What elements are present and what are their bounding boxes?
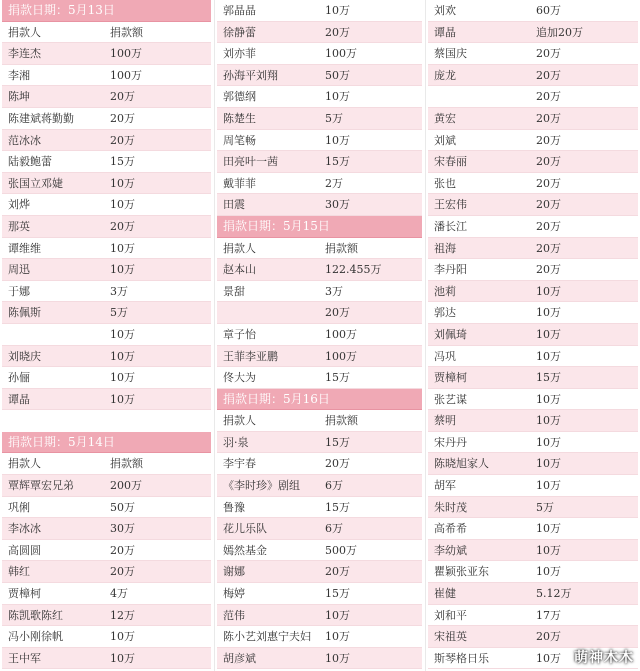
donation-amount: 30万 xyxy=(325,198,350,212)
table-row xyxy=(217,65,422,87)
table-row xyxy=(428,65,638,87)
donor-name: 章子怡 xyxy=(223,327,256,341)
table-row xyxy=(428,475,638,497)
table-row xyxy=(428,346,638,368)
donation-amount: 10万 xyxy=(536,435,561,449)
donation-amount: 10万 xyxy=(110,630,135,644)
donation-amount: 20万 xyxy=(325,565,350,579)
donation-amount: 12万 xyxy=(110,608,135,622)
table-row xyxy=(2,302,211,324)
donation-amount: 20万 xyxy=(325,306,350,320)
donation-amount: 20万 xyxy=(536,241,561,255)
donation-amount: 20万 xyxy=(325,25,350,39)
donor-name: 花儿乐队 xyxy=(223,522,267,536)
donor-name: 刘亦菲 xyxy=(223,47,256,61)
donation-amount: 20万 xyxy=(536,630,561,644)
table-row xyxy=(428,583,638,605)
donation-amount: 10万 xyxy=(536,306,561,320)
donor-name: 蔡明 xyxy=(434,414,456,428)
donation-amount: 15万 xyxy=(325,435,350,449)
donor-name: 陆毅鲍蕾 xyxy=(8,155,52,169)
donation-amount: 20万 xyxy=(110,133,135,147)
table-row xyxy=(428,259,638,281)
donation-column-middle xyxy=(217,0,422,669)
table-row xyxy=(428,389,638,411)
date-label: 捐款日期：5月14日 xyxy=(8,434,115,449)
table-row xyxy=(2,86,211,108)
donation-amount: 10万 xyxy=(536,327,561,341)
donor-name: 郭德纲 xyxy=(223,90,256,104)
donor-name: 陈楚生 xyxy=(223,111,256,125)
donor-name: 李丹阳 xyxy=(434,263,467,277)
donor-name: 王宏伟 xyxy=(434,198,467,212)
table-row xyxy=(428,518,638,540)
table-row xyxy=(2,238,211,260)
donor-name: 崔健 xyxy=(434,587,456,601)
table-row xyxy=(428,0,638,22)
donor-name: 那英 xyxy=(8,219,30,233)
donation-amount: 20万 xyxy=(536,90,561,104)
table-row xyxy=(217,518,422,540)
donation-amount: 50万 xyxy=(325,68,350,82)
donation-amount: 60万 xyxy=(536,4,561,17)
donation-amount: 20万 xyxy=(536,155,561,169)
donation-amount: 10万 xyxy=(110,349,135,363)
column-divider xyxy=(214,0,215,671)
donor-name: 李冰冰 xyxy=(8,522,41,536)
donor-name: 池莉 xyxy=(434,284,456,298)
donor-name: 赵本山 xyxy=(223,263,256,277)
table-row xyxy=(2,475,211,497)
date-header xyxy=(217,216,422,238)
donation-amount: 10万 xyxy=(536,543,561,557)
donation-amount: 20万 xyxy=(536,111,561,125)
table-row xyxy=(217,281,422,303)
donation-amount: 10万 xyxy=(110,392,135,406)
date-header xyxy=(217,389,422,411)
donation-amount: 15万 xyxy=(325,371,350,385)
table-row xyxy=(217,173,422,195)
amount-column-header: 捐款额 xyxy=(110,457,143,471)
table-row xyxy=(428,453,638,475)
donor-name: 田震 xyxy=(223,198,245,212)
table-row xyxy=(217,194,422,216)
donor-name: 谭晶 xyxy=(434,25,456,39)
table-row xyxy=(2,346,211,368)
donor-column-header: 捐款人 xyxy=(223,241,256,255)
table-row xyxy=(2,583,211,605)
donor-name: 刘和平 xyxy=(434,608,467,622)
donor-column-header: 捐款人 xyxy=(8,25,41,39)
table-row xyxy=(428,324,638,346)
amount-column-header: 捐款额 xyxy=(110,25,143,39)
table-row xyxy=(217,346,422,368)
donation-amount: 6万 xyxy=(325,522,343,536)
donation-amount: 5万 xyxy=(536,500,554,514)
donation-amount: 20万 xyxy=(536,68,561,82)
table-row xyxy=(428,216,638,238)
donor-name: 田亮叶一茜 xyxy=(223,155,278,169)
donation-amount: 10万 xyxy=(536,349,561,363)
table-row xyxy=(428,432,638,454)
donor-name: 戴菲菲 xyxy=(223,176,256,190)
donation-amount: 10万 xyxy=(536,392,561,406)
donation-amount: 6万 xyxy=(325,479,343,493)
donor-name: 刘欢 xyxy=(434,4,456,17)
table-row xyxy=(2,130,211,152)
table-row xyxy=(2,65,211,87)
donation-amount: 20万 xyxy=(536,176,561,190)
donor-name: 陈晓旭家人 xyxy=(434,457,489,471)
donor-name: 《李时珍》剧组 xyxy=(223,479,300,493)
donor-name: 陈佩斯 xyxy=(8,306,41,320)
donor-name: 宋春丽 xyxy=(434,155,467,169)
table-row xyxy=(217,453,422,475)
donation-amount: 4万 xyxy=(110,587,128,601)
donation-amount: 10万 xyxy=(325,608,350,622)
donation-amount: 20万 xyxy=(536,219,561,233)
donor-name: 蔡国庆 xyxy=(434,47,467,61)
table-header-row xyxy=(217,238,422,260)
donation-column-right xyxy=(428,0,638,669)
donor-name: 张也 xyxy=(434,176,456,190)
table-row xyxy=(428,540,638,562)
donor-column-header: 捐款人 xyxy=(223,414,256,428)
date-label: 捐款日期：5月15日 xyxy=(223,218,330,233)
donor-name: 李湘 xyxy=(8,68,30,82)
table-row xyxy=(217,259,422,281)
donor-name: 巩俐 xyxy=(8,500,30,514)
donation-amount: 10万 xyxy=(325,630,350,644)
donation-amount: 50万 xyxy=(110,500,135,514)
table-row xyxy=(428,626,638,648)
table-row xyxy=(217,626,422,648)
donor-name: 徐静蕾 xyxy=(223,25,256,39)
donor-name: 周迅 xyxy=(8,263,30,277)
donation-amount: 10万 xyxy=(325,651,350,665)
donor-name: 谭晶 xyxy=(8,392,30,406)
donor-name: 贾樟柯 xyxy=(434,371,467,385)
donation-amount: 10万 xyxy=(325,4,350,17)
table-row xyxy=(2,389,211,411)
donation-amount: 10万 xyxy=(325,90,350,104)
amount-column-header: 捐款额 xyxy=(325,241,358,255)
table-row xyxy=(428,561,638,583)
table-row xyxy=(428,86,638,108)
donation-amount: 10万 xyxy=(110,176,135,190)
table-row xyxy=(2,605,211,627)
donor-name: 李宇春 xyxy=(223,457,256,471)
donation-amount: 20万 xyxy=(110,543,135,557)
donor-name: 高圆圆 xyxy=(8,543,41,557)
donor-name: 郭晶晶 xyxy=(223,4,256,17)
donation-amount: 15万 xyxy=(325,587,350,601)
donor-name: 刘烨 xyxy=(8,198,30,212)
donation-amount: 15万 xyxy=(325,500,350,514)
table-row xyxy=(2,518,211,540)
date-header xyxy=(2,0,211,22)
table-row xyxy=(428,281,638,303)
donation-amount: 100万 xyxy=(325,327,357,341)
donor-name: 周笔畅 xyxy=(223,133,256,147)
donation-amount: 20万 xyxy=(536,198,561,212)
table-row xyxy=(428,367,638,389)
donor-name: 胡彦斌 xyxy=(223,651,256,665)
donation-amount: 5.12万 xyxy=(536,587,572,601)
donation-amount: 20万 xyxy=(110,565,135,579)
donor-name: 宋丹丹 xyxy=(434,435,467,449)
table-row xyxy=(2,648,211,670)
table-row xyxy=(217,22,422,44)
table-row xyxy=(217,302,422,324)
donor-name: 孙俪 xyxy=(8,371,30,385)
donor-name: 庞龙 xyxy=(434,68,456,82)
donation-amount: 10万 xyxy=(536,479,561,493)
donor-name: 陈建斌蒋勤勤 xyxy=(8,111,74,125)
donation-amount: 15万 xyxy=(325,155,350,169)
donor-name: 冯巩 xyxy=(434,349,456,363)
table-row xyxy=(217,432,422,454)
donor-name: 朱时茂 xyxy=(434,500,467,514)
donor-name: 王中军 xyxy=(8,651,41,665)
donation-amount: 3万 xyxy=(325,284,343,298)
table-row xyxy=(428,130,638,152)
table-row xyxy=(2,281,211,303)
donor-name: 谭维维 xyxy=(8,241,41,255)
donor-name: 羽·泉 xyxy=(223,435,249,449)
donation-amount: 20万 xyxy=(325,457,350,471)
donation-amount: 10万 xyxy=(110,198,135,212)
table-row xyxy=(2,173,211,195)
donation-amount: 10万 xyxy=(110,241,135,255)
date-label: 捐款日期：5月13日 xyxy=(8,3,115,17)
table-row xyxy=(217,497,422,519)
donation-amount: 10万 xyxy=(536,284,561,298)
table-header-row xyxy=(2,22,211,44)
donor-column-header: 捐款人 xyxy=(8,457,41,471)
table-row xyxy=(2,540,211,562)
donation-amount: 10万 xyxy=(325,133,350,147)
table-row xyxy=(428,194,638,216)
table-row xyxy=(217,43,422,65)
table-row xyxy=(428,238,638,260)
donor-name: 嫣然基金 xyxy=(223,543,267,557)
table-row xyxy=(217,583,422,605)
table-header-row xyxy=(2,453,211,475)
section-spacer xyxy=(2,410,211,432)
donor-name: 刘晓庆 xyxy=(8,349,41,363)
donation-amount: 20万 xyxy=(536,47,561,61)
table-row xyxy=(217,108,422,130)
donation-amount: 500万 xyxy=(325,543,357,557)
table-row xyxy=(428,302,638,324)
donation-amount: 15万 xyxy=(536,371,561,385)
donor-name: 王菲李亚鹏 xyxy=(223,349,278,363)
donor-name: 高希希 xyxy=(434,522,467,536)
donation-amount: 100万 xyxy=(110,47,142,61)
table-row xyxy=(217,540,422,562)
donation-amount: 20万 xyxy=(110,90,135,104)
watermark-text: 萌神木木 xyxy=(574,650,634,666)
table-row xyxy=(217,561,422,583)
donation-amount: 100万 xyxy=(325,349,357,363)
table-row xyxy=(2,367,211,389)
table-header-row xyxy=(217,410,422,432)
donor-name: 韩红 xyxy=(8,565,30,579)
donation-amount: 5万 xyxy=(110,306,128,320)
table-row xyxy=(217,151,422,173)
date-label: 捐款日期：5月16日 xyxy=(223,391,330,406)
donation-amount: 2万 xyxy=(325,176,343,190)
donor-name: 斯琴格日乐 xyxy=(434,651,489,665)
table-row xyxy=(217,605,422,627)
donor-name: 刘斌 xyxy=(434,133,456,147)
donor-name: 谢娜 xyxy=(223,565,245,579)
donation-amount: 10万 xyxy=(110,371,135,385)
table-row xyxy=(2,151,211,173)
table-row xyxy=(217,475,422,497)
table-row xyxy=(2,497,211,519)
table-row xyxy=(2,324,211,346)
donor-name: 于娜 xyxy=(8,284,30,298)
donation-amount: 10万 xyxy=(110,263,135,277)
table-row xyxy=(428,497,638,519)
table-row xyxy=(428,410,638,432)
donor-name: 陈坤 xyxy=(8,90,30,104)
donor-name: 张艺谋 xyxy=(434,392,467,406)
donation-amount: 30万 xyxy=(110,522,135,536)
donor-name: 覃辉覃宏兄弟 xyxy=(8,479,74,493)
column-divider xyxy=(425,0,426,671)
donor-name: 潘长江 xyxy=(434,219,467,233)
donor-name: 贾樟柯 xyxy=(8,587,41,601)
donation-amount: 100万 xyxy=(325,47,357,61)
donation-amount: 10万 xyxy=(536,414,561,428)
table-row xyxy=(217,86,422,108)
donation-amount: 20万 xyxy=(536,263,561,277)
donation-amount: 20万 xyxy=(110,219,135,233)
table-row xyxy=(2,43,211,65)
donor-name: 孙海平刘翔 xyxy=(223,68,278,82)
donation-amount: 10万 xyxy=(536,565,561,579)
table-row xyxy=(428,605,638,627)
table-row xyxy=(217,648,422,670)
table-row xyxy=(428,173,638,195)
donation-amount: 17万 xyxy=(536,608,561,622)
donor-name: 李连杰 xyxy=(8,47,41,61)
donation-amount: 15万 xyxy=(110,155,135,169)
donation-amount: 追加20万 xyxy=(536,25,583,39)
table-row xyxy=(2,259,211,281)
donor-name: 祖海 xyxy=(434,241,456,255)
donor-name: 刘佩琦 xyxy=(434,327,467,341)
table-row xyxy=(217,324,422,346)
table-row xyxy=(428,43,638,65)
amount-column-header: 捐款额 xyxy=(325,414,358,428)
donation-amount: 5万 xyxy=(325,111,343,125)
donor-name: 黄宏 xyxy=(434,111,456,125)
donor-name: 鲁豫 xyxy=(223,500,245,514)
table-row xyxy=(217,130,422,152)
donation-amount: 3万 xyxy=(110,284,128,298)
table-row xyxy=(428,22,638,44)
table-row xyxy=(2,216,211,238)
donation-amount: 10万 xyxy=(536,457,561,471)
donation-amount: 10万 xyxy=(536,522,561,536)
donor-name: 范冰冰 xyxy=(8,133,41,147)
donation-amount: 200万 xyxy=(110,479,142,493)
donation-amount: 10万 xyxy=(110,651,135,665)
donation-amount: 10万 xyxy=(536,651,561,665)
donation-amount: 20万 xyxy=(536,133,561,147)
table-row xyxy=(2,108,211,130)
donation-amount: 100万 xyxy=(110,68,142,82)
donation-column-left xyxy=(2,0,211,669)
donor-name: 宋祖英 xyxy=(434,630,467,644)
table-row xyxy=(428,108,638,130)
donor-name: 张国立邓婕 xyxy=(8,176,63,190)
table-row xyxy=(428,151,638,173)
donor-name: 陈凯歌陈红 xyxy=(8,608,63,622)
donor-name: 郭达 xyxy=(434,306,456,320)
donor-name: 陈小艺刘惠宁夫妇 xyxy=(223,630,311,644)
donor-name: 梅婷 xyxy=(223,587,245,601)
table-row xyxy=(2,194,211,216)
donor-name: 瞿颖张亚东 xyxy=(434,565,489,579)
donor-name: 李幼斌 xyxy=(434,543,467,557)
donor-name: 景甜 xyxy=(223,284,245,298)
table-row xyxy=(2,561,211,583)
donation-amount: 20万 xyxy=(110,111,135,125)
donor-name: 佟大为 xyxy=(223,371,256,385)
donor-name: 胡军 xyxy=(434,479,456,493)
donation-amount: 10万 xyxy=(110,327,135,341)
donation-amount: 122.455万 xyxy=(325,263,382,277)
table-row xyxy=(2,626,211,648)
table-row xyxy=(217,0,422,22)
date-header xyxy=(2,432,211,454)
table-row xyxy=(217,367,422,389)
donor-name: 冯小刚徐帆 xyxy=(8,630,63,644)
donor-name: 范伟 xyxy=(223,608,245,622)
